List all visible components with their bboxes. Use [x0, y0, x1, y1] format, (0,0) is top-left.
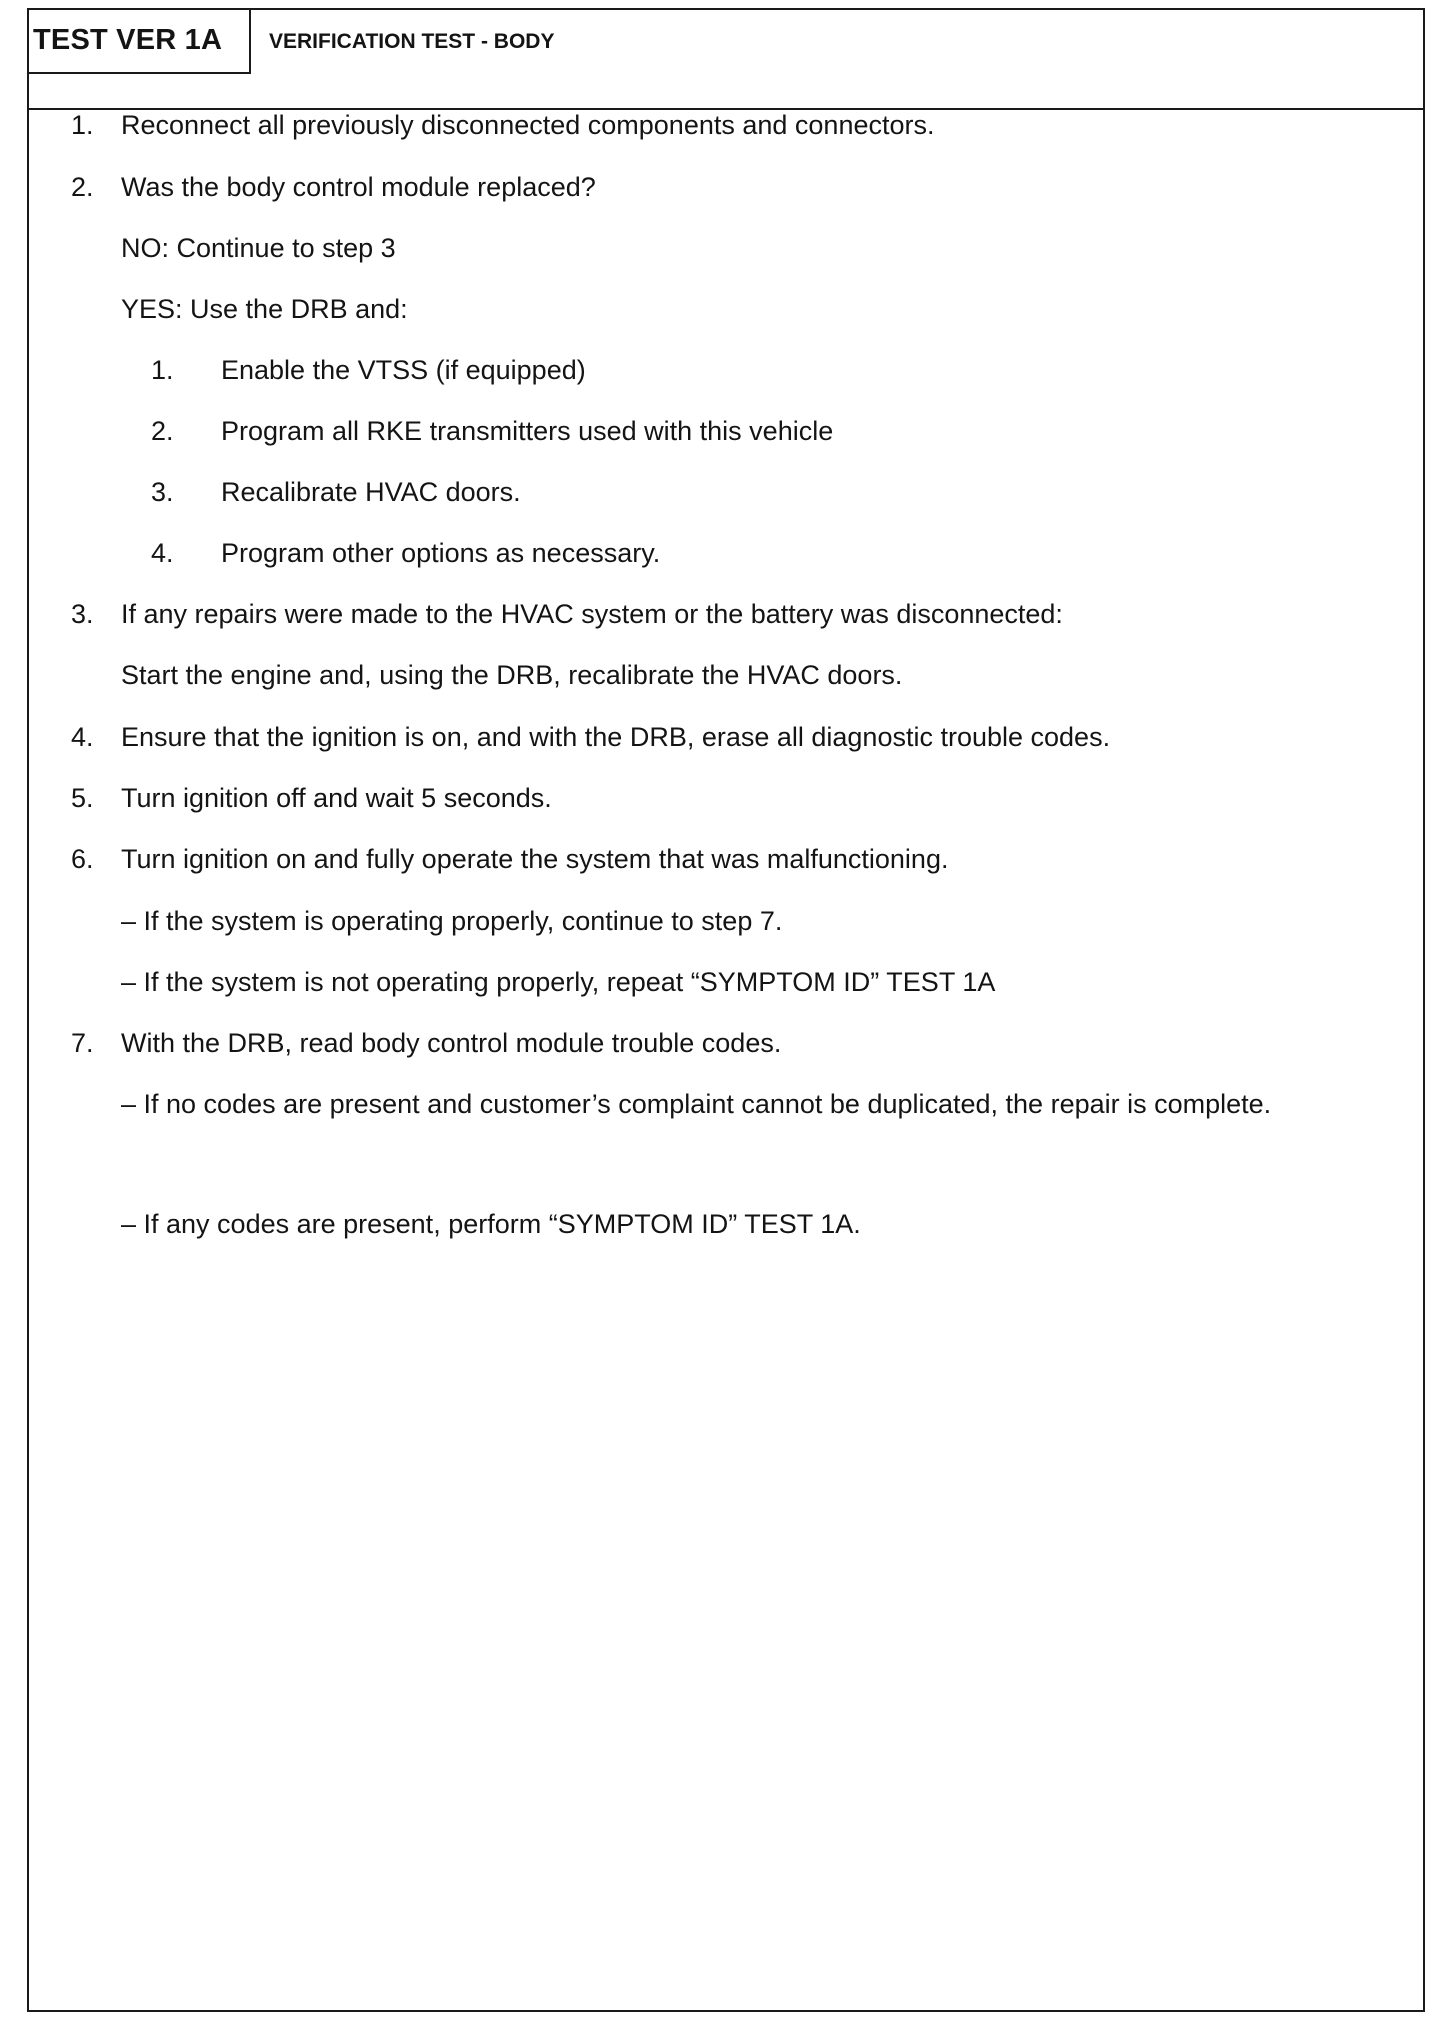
substep-number: 2.	[151, 416, 174, 446]
step-number: 2.	[71, 172, 94, 202]
substep-number: 3.	[151, 477, 174, 507]
step-text: With the DRB, read body control module trouble codes.	[121, 1028, 782, 1058]
page-title: VERIFICATION TEST - BODY	[269, 30, 555, 53]
test-id: TEST VER 1A	[29, 10, 251, 74]
step-number: 5.	[71, 783, 94, 813]
test-procedure-frame	[27, 8, 1425, 2012]
step-text: – If any codes are present, perform “SYMPTOM ID” TEST 1A.	[121, 1209, 861, 1239]
step-number: 3.	[71, 599, 94, 629]
step-text: Turn ignition off and wait 5 seconds.	[121, 783, 552, 813]
step-text: Start the engine and, using the DRB, recalibrate the HVAC doors.	[121, 660, 903, 690]
step-text: – If the system is not operating properly, repeat “SYMPTOM ID” TEST 1A	[121, 967, 996, 997]
step-text: NO: Continue to step 3	[121, 233, 396, 263]
substep-text: Enable the VTSS (if equipped)	[221, 355, 586, 385]
step-text: Was the body control module replaced?	[121, 172, 596, 202]
step-text: YES: Use the DRB and:	[121, 294, 408, 324]
substep-number: 1.	[151, 355, 174, 385]
step-number: 6.	[71, 844, 94, 874]
step-number: 7.	[71, 1028, 94, 1058]
substep-text: Program all RKE transmitters used with this vehicle	[221, 416, 834, 446]
substep-text: Program other options as necessary.	[221, 538, 661, 568]
step-7-complete: – If no codes are present and customer’s complaint cannot be duplicated, the repair is complete.	[121, 1089, 1272, 1119]
step-number: 4.	[71, 722, 94, 752]
step-text: Reconnect all previously disconnected components and connectors.	[121, 110, 935, 140]
substep-number: 4.	[151, 538, 174, 568]
step-number: 1.	[71, 110, 94, 140]
header	[29, 10, 1423, 110]
substep-text: Recalibrate HVAC doors.	[221, 477, 521, 507]
step-text: – If the system is operating properly, continue to step 7.	[121, 906, 783, 936]
step-text: If any repairs were made to the HVAC system or the battery was disconnected:	[121, 599, 1063, 629]
step-text: Ensure that the ignition is on, and with the DRB, erase all diagnostic trouble codes.	[121, 722, 1111, 752]
step-text: Turn ignition on and fully operate the system that was malfunctioning.	[121, 844, 949, 874]
